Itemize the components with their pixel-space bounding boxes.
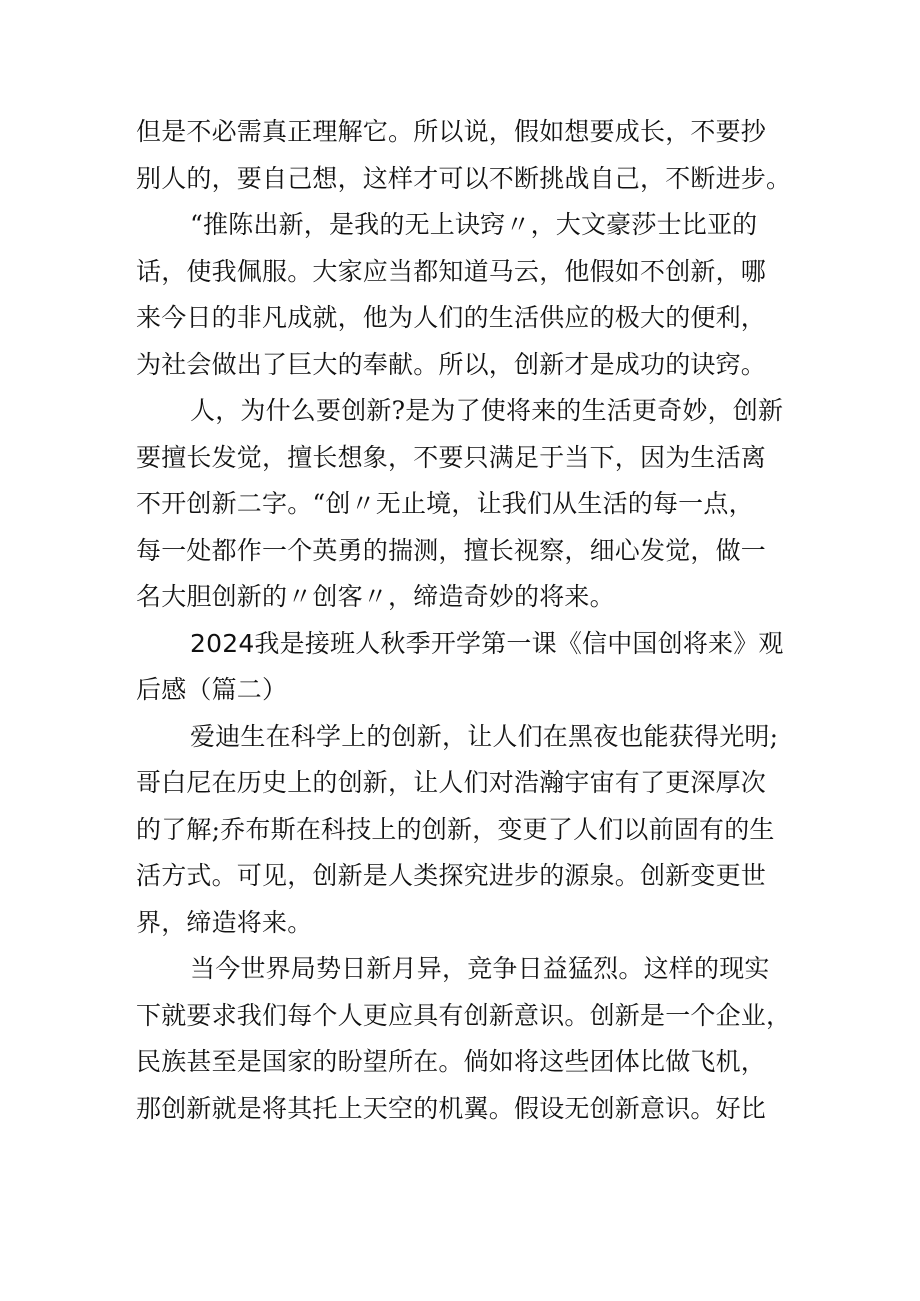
text-line: 名大胆创新的〃创客〃，缔造奇妙的将来。 — [136, 582, 615, 611]
text-line: 民族甚至是国家的盼望所在。倘如将这些团体比做飞机， — [136, 1047, 767, 1076]
text-line: 话，使我佩服。大家应当都知道马云，他假如不创新，哪 — [136, 256, 767, 286]
text-line: “推陈出新，是我的无上诀窍〃，大文豪莎士比亚的 — [190, 210, 758, 239]
text-line: 要擅长发觉，擅长想象，不要只满足于当下，因为生活离 — [136, 442, 767, 472]
section-heading — [136, 621, 796, 714]
text-line: 每一处都作一个英勇的揣测，擅长视察，细心发觉，做一 — [136, 535, 767, 565]
text-line: 哥白尼在历史上的创新，让人们对浩瀚宇宙有了更深厚次 — [136, 768, 767, 797]
paragraph-2 — [136, 202, 796, 388]
heading-line: 后感（篇二） — [136, 675, 288, 704]
text-line: 来今日的非凡成就，他为人们的生活供应的极大的便利， — [136, 303, 767, 332]
text-line: 的了解;乔布斯在科技上的创新，变更了人们以前固有的生 — [136, 814, 775, 844]
text-line: 爱迪生在科学上的创新，让人们在黑夜也能获得光明; — [190, 721, 779, 751]
paragraph-3 — [136, 388, 796, 621]
paragraph-4 — [136, 714, 796, 947]
document-body — [136, 109, 796, 1132]
paragraph-1 — [136, 109, 796, 202]
text-line: 人，为什么要创新?是为了使将来的生活更奇妙，创新 — [190, 396, 784, 425]
text-line: 别人的，要自己想，这样才可以不断挑战自己，不断进步。 — [136, 163, 792, 193]
text-line: 活方式。可见，创新是人类探究进步的源泉。创新变更世 — [136, 861, 767, 890]
text-line: 但是不必需真正理解它。所以说，假如想要成长，不要抄 — [136, 117, 767, 146]
text-line: 为社会做出了巨大的奉献。所以，创新才是成功的诀窍。 — [136, 349, 767, 379]
text-line: 界，缔造将来。 — [136, 907, 313, 937]
text-line: 不开创新二字。“创〃无止境，让我们从生活的每一点， — [136, 489, 754, 518]
text-line: 下就要求我们每个人更应具有创新意识。创新是一个企业， — [136, 1000, 792, 1030]
text-line: 那创新就是将其托上天空的机翼。假设无创新意识。好比 — [136, 1093, 767, 1123]
paragraph-5 — [136, 946, 796, 1132]
text-line: 当今世界局势日新月异，竞争日益猛烈。这样的现实 — [190, 954, 770, 983]
heading-line: 2024我是接班人秋季开学第一课《信中国创将来》观 — [190, 628, 784, 658]
